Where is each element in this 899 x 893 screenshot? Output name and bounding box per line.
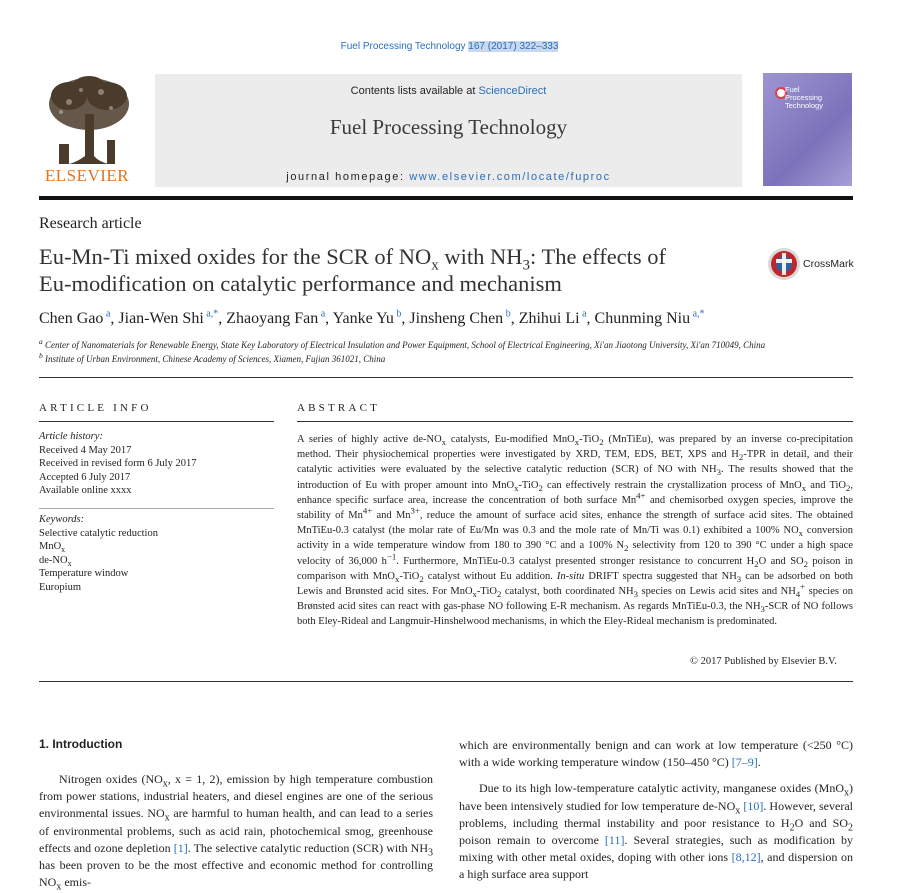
author-affiliation-mark[interactable]: b [393, 308, 402, 320]
author[interactable]: Zhaoyang Fan [226, 310, 319, 327]
history-received: Received 4 May 2017 [39, 444, 132, 456]
cover-title-line: Fuel [785, 85, 800, 94]
body-column-right [459, 737, 853, 884]
author[interactable]: Chunming Niu [594, 310, 691, 327]
author[interactable]: Zhihui Li [518, 310, 580, 327]
author-affiliation-mark[interactable]: a,* [690, 308, 705, 320]
author-affiliation-mark[interactable]: a [318, 308, 326, 320]
author[interactable]: Jian-Wen Shi [118, 310, 204, 327]
abstract-heading: ABSTRACT [297, 402, 381, 414]
contents-prefix: Contents lists available at [350, 85, 476, 97]
sciencedirect-link[interactable]: ScienceDirect [478, 85, 547, 97]
cover-title-line: Processing [785, 93, 823, 102]
keyword: $de-NO_x$ [39, 554, 72, 568]
author[interactable]: Chen Gao [39, 310, 104, 327]
section-rule [39, 377, 853, 378]
author-list: Chen Gao $^a$, Jian-Wen Shi $^{a,*}$, Zhaoyang Fan $^a$, Yanke Yu $^b$, Jinsheng Chen $^b$, Zhihui Li $^a$, Chunming Niu $^{a,*}$ [39, 308, 705, 327]
journal-title: Fuel Processing Technology [329, 115, 568, 139]
crossmark-label[interactable]: CrossMark [803, 258, 854, 270]
journal-banner [155, 74, 742, 187]
keyword: MnO$_x$ [39, 541, 66, 555]
author-affiliation-mark[interactable]: a,* [203, 308, 219, 320]
journal-citation [0, 41, 899, 52]
history-label: Article history: [39, 431, 103, 442]
citation-journal[interactable]: Fuel Processing Technology [340, 41, 466, 52]
intro-paragraph: Due to its high low-temperature catalytic activity, manganese oxides (MnO$_x$) have been intensively studied for low temperature $de-NO_x$ [10]. However, several problems, including thermal instability and poor resistance to $H_2O$ and $SO_2$ poison remain to overcome [11]. Several strategies, such as modification by mixing with other metal oxides, doping with other ions [8,12], and dispersion on a high surface area support [459, 781, 854, 882]
paper-title [39, 243, 739, 297]
introduction-heading: 1. Introduction [39, 737, 123, 751]
affiliation-b: $^b$ Institute of Urban Environment, Chinese Academy of Sciences, Xiamen, Fujian 361021, China [39, 351, 386, 364]
keywords [39, 513, 158, 594]
keywords-label: Keywords: [39, 514, 85, 525]
author-affiliation-mark[interactable]: a [579, 308, 587, 320]
intro-paragraph: Nitrogen oxides ($NO_x$, x = 1, 2), emission by high temperature combustion from power stations, industrial heaters, and diesel engines are one of the serious environmental issues. $NO_x$ are harmful to human health, and can lead to a series of environmental problems, such as acid rain, photochemical smog, greenhouse effects and ozone depletion [1]. The selective catalytic reduction (SCR) with $NH_3$ has been proven to be the most effective and economic method for controlling $NO_x$ emis- [39, 772, 433, 893]
abstract-rule [297, 421, 853, 422]
contents-line [155, 85, 742, 97]
abstract-bottom-rule [39, 681, 853, 682]
abstract-text: A series of highly active $de-NO_x$ catalysts, Eu-modified MnO$_x$-TiO$_2$ (MnTiEu), was prepared by an inverse co-precipitation method. Their physiochemical properties were investigated by XRD, TEM, EDS, BET, XPS and $H_2$-TPR in detail, and their catalytic activities were evaluated by the selective catalytic reduction (SCR) of NO with $NH_3$. The results showed that the introduction of Eu with proper amount into MnO$_x$-TiO$_2$ can effectively restrain the crystallization process of MnO$_x$ and TiO$_2$, enhance specific surface area, increase the concentration of both surface $Mn^{4+}$ and chemisorbed oxygen species, improve the stability of $Mn^{4+}$ and $Mn^{3+}$, reduce the amount of surface acid sites, enhance the strength of surface acid sites. The obtained MnTiEu-0.3 catalyst (the molar rate of Eu/Mn was 0.3 and the mole rate of Mn/Ti was 0.1) exhibited a 100% $NO_x$ conversion activity in a wide temperature window from 180 to 390 °C and a 100% $N_2$ selectivity from 120 to 390 °C under a high space velocity of 36,000 $h^{-1}$. Furthermore, MnTiEu-0.3 catalyst presented stronger resistance to concurrent $H_2O$ and $SO_2$ poison in comparison with MnO$_x$-TiO$_2$ catalyst without Eu addition. In-situ DRIFT spectra suggested that $NH_3$ can be adsorbed on both Lewis and Brønsted acid sites. For MnO$_x$-TiO$_2$ catalyst, both coordinated $NH_3$ species on Lewis acid sites and $NH_4^+$ species on Brønsted acid sites can react with gas-phase NO following E-R mechanism. As regards MnTiEu-0.3, the $NH_3$-SCR of NO follows both Eley-Rideal and Langmuir-Hinshelwood mechanisms, in which the Eley-Rideal mechanism is predominated. [297, 434, 854, 628]
body-column-left [39, 771, 433, 891]
author[interactable]: Yanke Yu [332, 310, 394, 327]
article-info-rule [39, 421, 274, 422]
title-line-1: Eu-Mn-Ti mixed oxides for the SCR of $NO_x$ with $NH_3$: The effects of [39, 244, 667, 274]
cover-title-line: Technology [785, 101, 823, 110]
citation-ref[interactable]: 167 (2017) 322–333 [468, 41, 559, 52]
keyword: Europium [39, 581, 81, 593]
history-online: Available online xxxx [39, 485, 132, 496]
intro-paragraph: which are environmentally benign and can work at low temperature (<250 °C) with a wide working temperature window (150–450 °C) [7–9]. [459, 738, 853, 770]
article-history [39, 430, 196, 498]
history-revised: Received in revised form 6 July 2017 [39, 458, 197, 469]
publisher-name: ELSEVIER [44, 166, 130, 185]
title-line-2: Eu-modification on catalytic performance and mechanism [39, 271, 562, 296]
homepage-line [155, 171, 742, 183]
keywords-rule [39, 508, 274, 509]
author-affiliation-mark[interactable]: a [103, 308, 111, 320]
homepage-link[interactable]: www.elsevier.com/locate/fuproc [409, 171, 611, 183]
header-rule [39, 196, 853, 200]
article-info-heading: ARTICLE INFO [39, 402, 152, 414]
keyword: Selective catalytic reduction [39, 527, 158, 539]
article-type: Research article [39, 215, 142, 232]
author-affiliation-mark[interactable]: b [503, 308, 511, 320]
crossmark-badge[interactable] [767, 247, 801, 286]
affiliation-a: $^a$ Center of Nanomaterials for Renewable Energy, State Key Laboratory of Electrical Insulation and Power Equipment, School of Electrical Engineering, Xi'an Jiaotong University, Xi'an 710049, China [39, 337, 766, 350]
cover-title [785, 86, 823, 110]
author[interactable]: Jinsheng Chen [409, 310, 504, 327]
copyright: © 2017 Published by Elsevier B.V. [690, 656, 837, 667]
keyword: Temperature window [39, 568, 129, 579]
history-accepted: Accepted 6 July 2017 [39, 471, 131, 483]
journal-cover[interactable] [763, 73, 852, 186]
crossmark-icon [767, 247, 801, 281]
homepage-prefix: journal homepage: [286, 171, 405, 183]
elsevier-logo[interactable] [39, 74, 135, 188]
